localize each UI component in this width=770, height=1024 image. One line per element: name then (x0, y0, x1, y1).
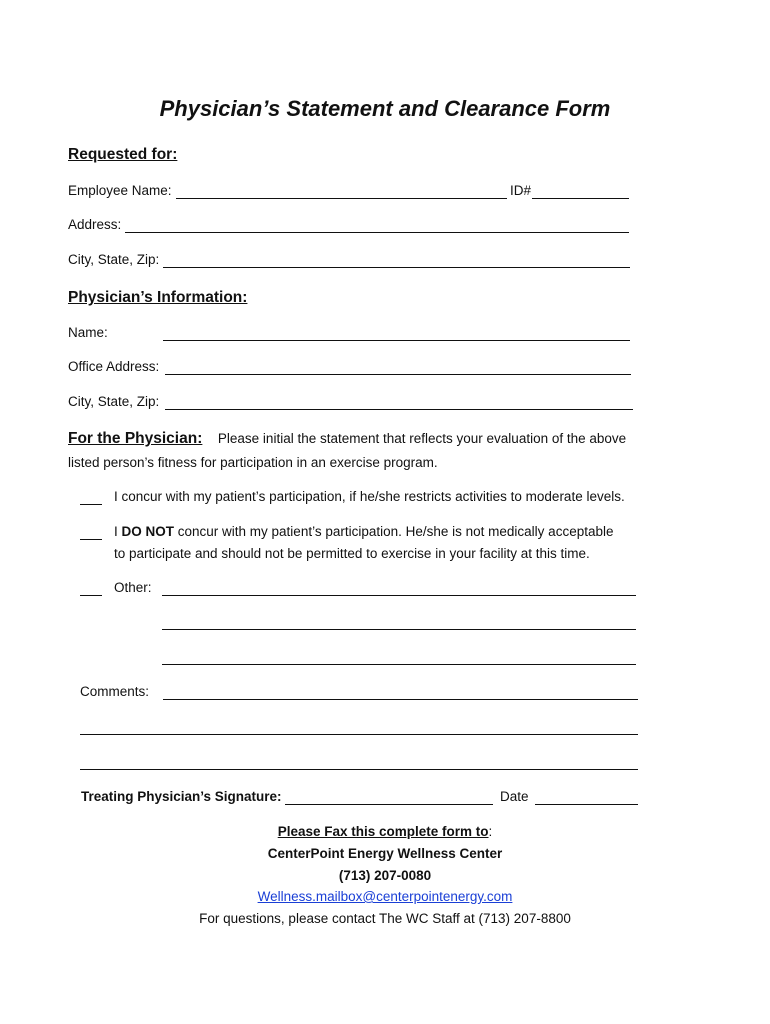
for-physician-instruction-line2: listed person’s fitness for participation in an exercise program. (68, 455, 438, 470)
email-row (0, 889, 770, 904)
physician-name-field[interactable] (163, 340, 630, 341)
page-title: Physician’s Statement and Clearance Form (159, 96, 611, 121)
fax-heading-colon: : (488, 824, 493, 839)
fax-heading: Please Fax this complete form to (277, 824, 489, 839)
employee-city-state-zip-label: City, State, Zip: (68, 252, 160, 267)
office-address-field[interactable] (165, 374, 631, 375)
option-do-not-concur-text (114, 524, 613, 539)
address-field[interactable] (125, 232, 629, 233)
signature-label: Treating Physician’s Signature: (81, 789, 282, 804)
questions-contact-text: For questions, please contact The WC Staff at (713) 207-8800 (199, 911, 571, 926)
requested-for-heading: Requested for: (68, 146, 178, 163)
option-do-not-concur-prefix: I (114, 524, 122, 539)
comments-field-line3[interactable] (80, 769, 638, 770)
physician-city-state-zip-label: City, State, Zip: (68, 394, 160, 409)
option-concur-initial-field[interactable] (80, 504, 102, 505)
physician-name-label: Name: (68, 325, 108, 340)
option-do-not-concur-line2: to participate and should not be permitted to exercise in your facility at this time. (114, 546, 590, 561)
for-physician-instruction-line1: Please initial the statement that reflects your evaluation of the above (217, 431, 627, 446)
wellness-center-name: CenterPoint Energy Wellness Center (267, 846, 503, 861)
physician-info-heading: Physician’s Information: (68, 289, 248, 306)
date-label: Date (500, 789, 529, 804)
wellness-center-phone: (713) 207-0080 (338, 868, 432, 883)
employee-name-field[interactable] (176, 198, 507, 199)
fax-heading-row (0, 824, 770, 839)
comments-label: Comments: (80, 684, 150, 699)
comments-field-line2[interactable] (80, 734, 638, 735)
comments-field-line1[interactable] (163, 699, 638, 700)
for-physician-heading: For the Physician: (68, 430, 203, 447)
signature-field[interactable] (285, 804, 493, 805)
wellness-email-link[interactable]: Wellness.mailbox@centerpointenergy.com (257, 889, 513, 904)
date-field[interactable] (535, 804, 638, 805)
other-field-line1[interactable] (162, 595, 636, 596)
address-label: Address: (68, 217, 122, 232)
option-do-not-concur-initial-field[interactable] (80, 539, 102, 540)
option-concur-text: I concur with my patient’s participation, if he/she restricts activities to moderate levels. (114, 489, 625, 504)
option-other-initial-field[interactable] (80, 595, 102, 596)
other-label: Other: (114, 580, 152, 595)
employee-city-state-zip-field[interactable] (163, 267, 630, 268)
other-field-line3[interactable] (162, 664, 636, 665)
id-label: ID# (510, 183, 532, 198)
other-field-line2[interactable] (162, 629, 636, 630)
physician-city-state-zip-field[interactable] (165, 409, 633, 410)
office-address-label: Office Address: (68, 359, 160, 374)
for-physician-heading-row (68, 430, 626, 448)
option-do-not-concur-emphasis: DO NOT (121, 524, 175, 539)
id-field[interactable] (532, 198, 629, 199)
option-do-not-concur-rest: concur with my patient’s participation. He/she is not medically acceptable (174, 524, 614, 539)
employee-name-label: Employee Name: (68, 183, 172, 198)
